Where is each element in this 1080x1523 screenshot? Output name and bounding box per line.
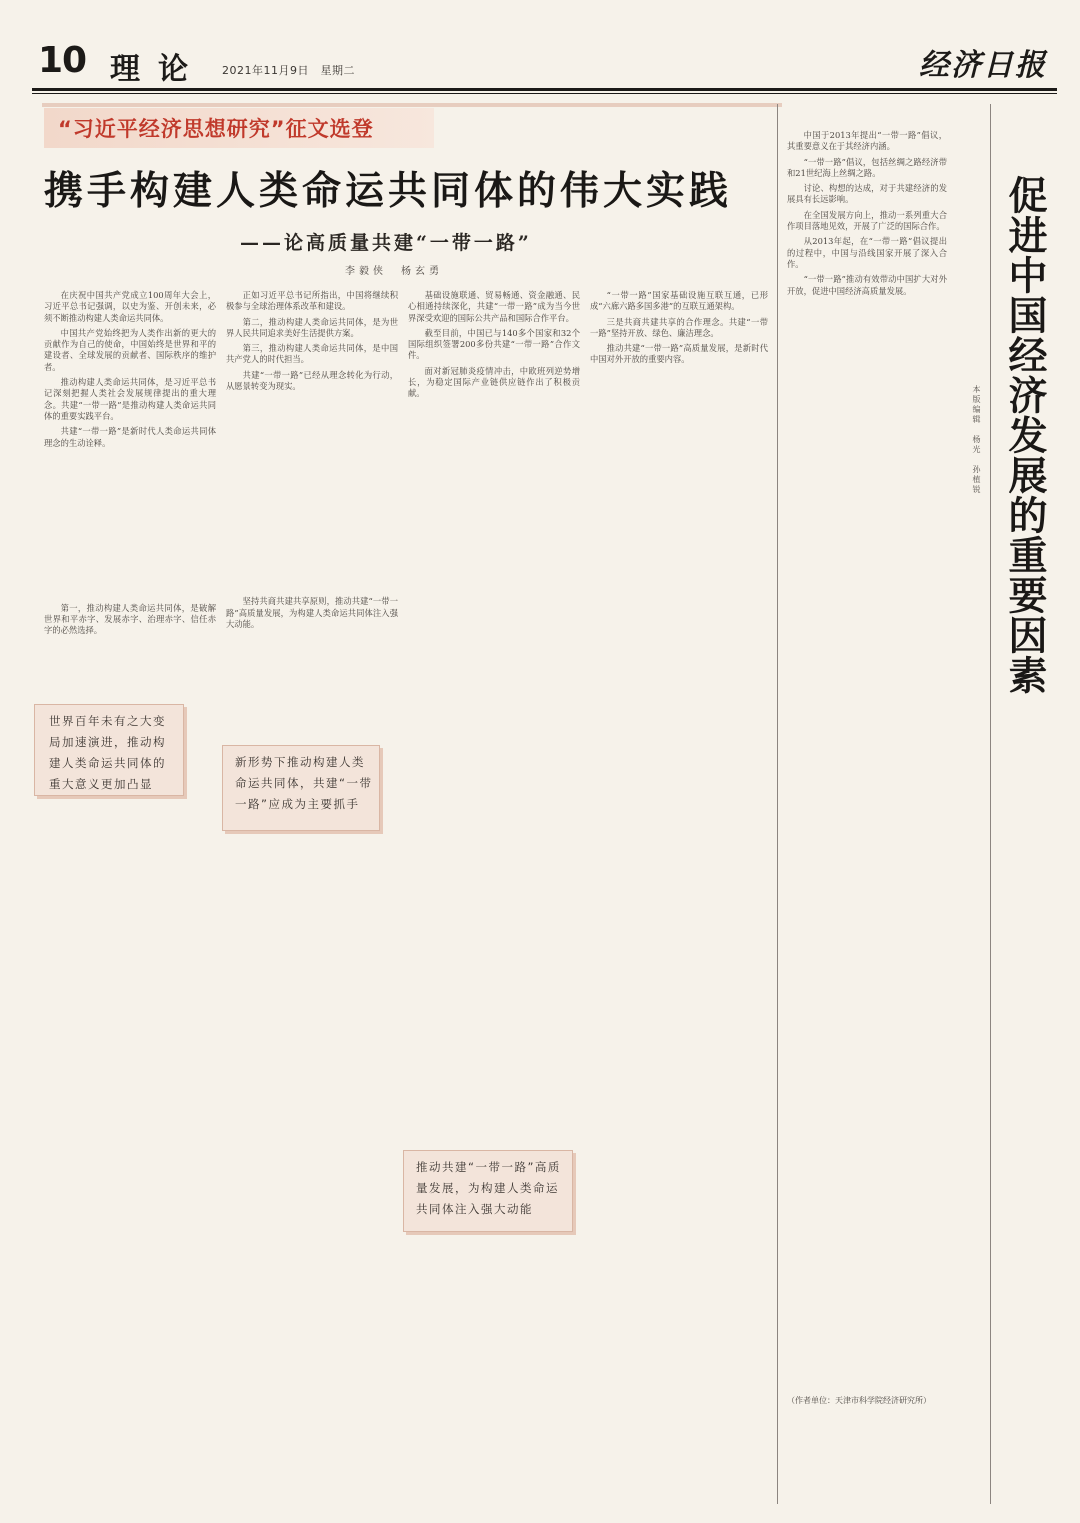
paragraph: 坚持共商共建共享原则，推动共建“一带一路”高质量发展，为构建人类命运共同体注入强大动能。	[226, 596, 398, 629]
paragraph: 推动共建“一带一路”高质量发展，是新时代中国对外开放的重要内容。	[590, 343, 768, 365]
paragraph: 共建“一带一路”已经从理念转化为行动，从愿景转变为现实。	[226, 369, 398, 392]
banner-strip	[42, 103, 782, 107]
masthead-logo: 经济日报	[919, 48, 1047, 83]
paragraph: 三是共商共建共享的合作理念。共建“一带一路”坚持开放、绿色、廉洁理念。	[590, 316, 768, 338]
publication-date: 2021年11月9日 星期二	[222, 64, 355, 77]
paragraph: 第三，推动构建人类命运共同体，是中国共产党人的时代担当。	[226, 343, 398, 365]
paragraph: 基础设施联通、贸易畅通、资金融通、民心相通持续深化，共建“一带一路”成为当今世界深受欢迎的国际公共产品和国际合作平台。	[408, 290, 580, 323]
article-column-1	[44, 290, 216, 1505]
paragraph: 推动构建人类命运共同体，是习近平总书记深刻把握人类社会发展规律提出的重大理念。共建“一带一路”是推动构建人类命运共同体的重要实践平台。	[44, 377, 216, 421]
paragraph: 在全国发展方向上，推动一系列重大合作项目落地见效，开展了广泛的国际合作。	[787, 209, 947, 232]
article-byline: 李毅侠 杨玄勇	[345, 266, 443, 277]
paragraph: 第一，推动构建人类命运共同体，是破解世界和平赤字、发展赤字、治理赤字、信任赤字的必然选择。	[44, 602, 216, 636]
paragraph: “一带一路”推动有效带动中国扩大对外开放，促进中国经济高质量发展。	[787, 274, 947, 296]
column-divider	[777, 104, 778, 1504]
column-banner: “习近平经济思想研究”征文选登	[58, 117, 374, 141]
author-note: （作者单位：天津市科学院经济研究所）	[787, 1396, 931, 1405]
paragraph: “一带一路”国家基础设施互联互通，已形成“六廊六路多国多港”的互联互通架构。	[590, 290, 768, 312]
paragraph: 第二，推动构建人类命运共同体，是为世界人民共同追求美好生活提供方案。	[226, 316, 398, 338]
paragraph: “一带一路”倡议，包括丝绸之路经济带和21世纪海上丝绸之路。	[787, 156, 947, 178]
paragraph: 截至目前，中国已与140多个国家和32个国际组织签署200多份共建“一带一路”合作文件。	[408, 327, 580, 361]
header-divider-thin	[32, 93, 1057, 94]
column-divider	[990, 104, 991, 1504]
header-divider	[32, 88, 1057, 91]
paragraph: 共建“一带一路”是新时代人类命运共同体理念的生动诠释。	[44, 426, 216, 448]
article-column-3	[408, 290, 580, 1505]
pull-quote-text: 推动共建“一带一路”高质量发展，为构建人类命运共同体注入强大动能	[416, 1160, 561, 1216]
pull-quote-box	[34, 704, 184, 796]
article-column-4	[590, 290, 768, 1505]
paragraph: 面对新冠肺炎疫情冲击，中欧班列逆势增长，为稳定国际产业链供应链作出了积极贡献。	[408, 365, 580, 399]
paragraph: 从2013年起，在“一带一路”倡议提出的过程中，中国与沿线国家开展了深入合作。	[787, 236, 947, 269]
pull-quote-text: 世界百年未有之大变局加速演进，推动构建人类命运共同体的重大意义更加凸显	[49, 714, 166, 791]
right-article-title: 促进中国经济发展的重要因素	[1002, 175, 1047, 695]
right-article-byline: 本版编辑 杨光 孙植锐	[972, 385, 981, 495]
page-header	[32, 34, 1057, 90]
paragraph: 中国于2013年提出“一带一路”倡议，其重要意义在于其经济内涵。	[787, 130, 947, 152]
right-article-column	[787, 130, 947, 1380]
section-title: 理论	[110, 52, 206, 87]
paragraph: 在庆祝中国共产党成立100周年大会上，习近平总书记强调，以史为鉴、开创未来，必须不断推动构建人类命运共同体。	[44, 290, 216, 323]
paragraph: 讨论、构想的达成，对于共建经济的发展具有长远影响。	[787, 183, 947, 205]
pull-quote-box	[222, 745, 380, 831]
paragraph: 正如习近平总书记所指出，中国将继续积极参与全球治理体系改革和建设。	[226, 290, 398, 312]
article-column-2	[226, 290, 398, 1505]
article-subhead: ——论高质量共建“一带一路”	[240, 232, 532, 254]
pull-quote-text: 新形势下推动构建人类命运共同体，共建“一带一路”应成为主要抓手	[235, 755, 373, 811]
page-number: 10	[38, 40, 87, 81]
paragraph: 中国共产党始终把为人类作出新的更大的贡献作为自己的使命，中国始终是世界和平的建设者、全球发展的贡献者、国际秩序的维护者。	[44, 327, 216, 372]
pull-quote-box	[403, 1150, 573, 1232]
article-headline: 携手构建人类命运共同体的伟大实践	[44, 169, 733, 214]
